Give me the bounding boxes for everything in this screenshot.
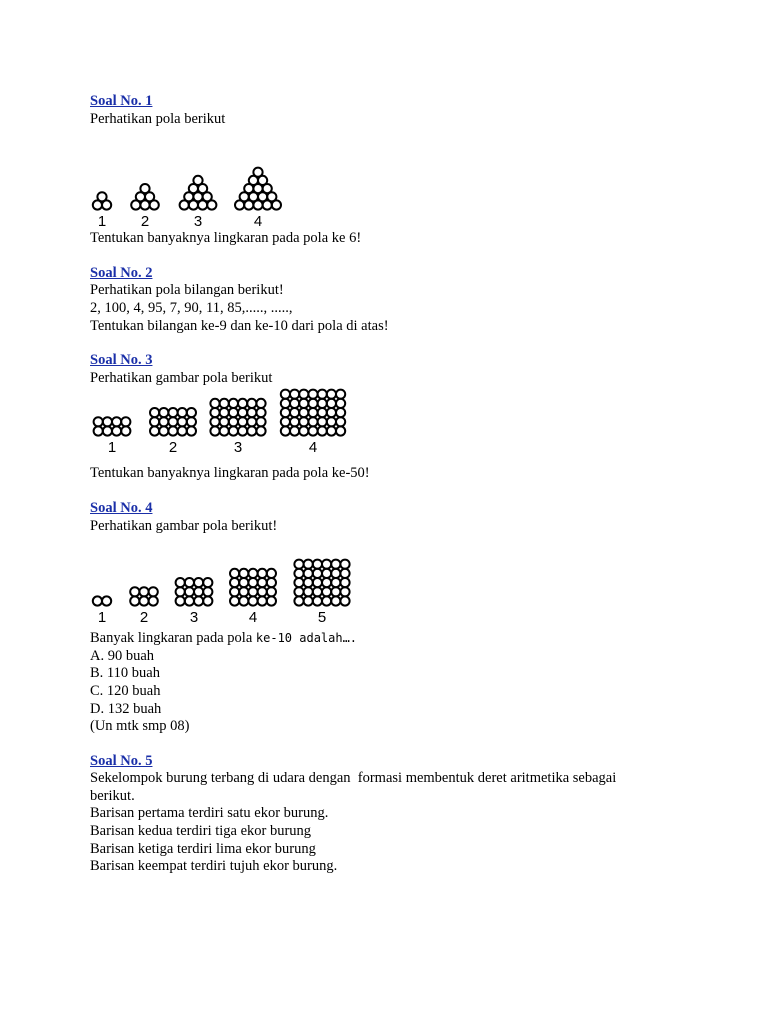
pattern-circle bbox=[248, 587, 257, 596]
soal-4-source: (Un mtk smp 08) bbox=[90, 718, 190, 735]
pattern-circle bbox=[299, 418, 308, 427]
soal-5-line: berikut. bbox=[90, 787, 135, 804]
pattern-circle bbox=[304, 569, 313, 578]
pattern-circle bbox=[239, 578, 248, 587]
pattern-circle bbox=[331, 578, 340, 587]
soal-5-line: Barisan pertama terdiri satu ekor burung. bbox=[90, 805, 329, 822]
pattern-circle bbox=[327, 408, 336, 417]
pattern-circle bbox=[263, 201, 272, 210]
pattern-circle bbox=[340, 560, 349, 569]
pattern-circle bbox=[168, 408, 177, 417]
pattern-circle bbox=[102, 597, 111, 606]
pattern-label: 3 bbox=[189, 609, 199, 627]
pattern-circle bbox=[210, 408, 219, 417]
soal-3-title[interactable]: Soal No. 3 bbox=[90, 352, 153, 369]
pattern-label: 1 bbox=[97, 213, 107, 231]
pattern-circle bbox=[239, 569, 248, 578]
pattern-label: 2 bbox=[140, 213, 150, 231]
pattern-circle bbox=[130, 597, 139, 606]
pattern-circle bbox=[258, 578, 267, 587]
soal-5-line: Barisan kedua terdiri tiga ekor burung bbox=[90, 823, 312, 840]
pattern-circle bbox=[203, 578, 212, 587]
triangle-pattern-figure bbox=[90, 132, 410, 230]
pattern-circle bbox=[230, 597, 239, 606]
pattern-circle bbox=[94, 427, 103, 436]
pattern-circle bbox=[253, 201, 262, 210]
pattern-circle bbox=[140, 201, 149, 210]
soal-1-intro: Perhatikan pola berikut bbox=[90, 110, 226, 127]
pattern-circle bbox=[340, 569, 349, 578]
pattern-circle bbox=[178, 418, 187, 427]
pattern-circle bbox=[189, 201, 198, 210]
pattern-circle bbox=[322, 560, 331, 569]
pattern-circle bbox=[159, 418, 168, 427]
pattern-circle bbox=[187, 408, 196, 417]
pattern-circle bbox=[203, 587, 212, 596]
pattern-circle bbox=[229, 408, 238, 417]
pattern-circle bbox=[112, 427, 121, 436]
pattern-circle bbox=[322, 578, 331, 587]
soal-5-line: Sekelompok burung terbang di udara dengan formasi membentuk deret aritmetika sebagai bbox=[90, 770, 617, 787]
pattern-circle bbox=[267, 569, 276, 578]
pattern-circle bbox=[299, 408, 308, 417]
pattern-circle bbox=[103, 427, 112, 436]
pattern-circle bbox=[238, 418, 247, 427]
pattern-circle bbox=[340, 578, 349, 587]
pattern-label: 1 bbox=[97, 609, 107, 627]
pattern-circle bbox=[180, 201, 189, 210]
pattern-circle bbox=[256, 399, 265, 408]
pattern-circle bbox=[139, 587, 148, 596]
pattern-circle bbox=[176, 597, 185, 606]
pattern-circle bbox=[194, 597, 203, 606]
pattern-circle bbox=[121, 418, 130, 427]
pattern-circle bbox=[178, 408, 187, 417]
pattern-circle bbox=[336, 399, 345, 408]
pattern-circle bbox=[256, 418, 265, 427]
soal-5-line: Barisan ketiga terdiri lima ekor burung bbox=[90, 840, 316, 857]
pattern-circle bbox=[139, 597, 148, 606]
pattern-circle bbox=[210, 427, 219, 436]
pattern-circle bbox=[238, 408, 247, 417]
pattern-circle bbox=[210, 418, 219, 427]
pattern-circle bbox=[308, 390, 317, 399]
soal-4-intro: Perhatikan gambar pola berikut! bbox=[90, 517, 278, 534]
pattern-circle bbox=[185, 578, 194, 587]
pattern-circle bbox=[230, 587, 239, 596]
pattern-circle bbox=[327, 427, 336, 436]
pattern-circle bbox=[308, 399, 317, 408]
pattern-circle bbox=[93, 201, 102, 210]
pattern-circle bbox=[248, 578, 257, 587]
pattern-circle bbox=[220, 408, 229, 417]
pattern-circle bbox=[230, 569, 239, 578]
pattern-circle bbox=[308, 418, 317, 427]
pattern-circle bbox=[187, 427, 196, 436]
pattern-circle bbox=[159, 408, 168, 417]
soal-5-title[interactable]: Soal No. 5 bbox=[90, 752, 153, 769]
soal-2-title[interactable]: Soal No. 2 bbox=[90, 264, 153, 281]
pattern-circle bbox=[299, 399, 308, 408]
pattern-circle bbox=[331, 587, 340, 596]
grid-pattern-figure bbox=[90, 538, 410, 630]
pattern-circle bbox=[248, 597, 257, 606]
pattern-circle bbox=[290, 418, 299, 427]
pattern-circle bbox=[313, 569, 322, 578]
soal-2-line: Perhatikan pola bilangan berikut! bbox=[90, 282, 284, 299]
pattern-circle bbox=[194, 578, 203, 587]
pattern-circle bbox=[327, 390, 336, 399]
pattern-circle bbox=[299, 390, 308, 399]
pattern-circle bbox=[304, 597, 313, 606]
soal-4-question-mono: ke-10 adalah…. bbox=[255, 631, 358, 646]
pattern-circle bbox=[322, 569, 331, 578]
pattern-circle bbox=[247, 427, 256, 436]
pattern-circle bbox=[230, 578, 239, 587]
pattern-circle bbox=[238, 399, 247, 408]
pattern-circle bbox=[149, 597, 158, 606]
rectangle-pattern-figure bbox=[90, 387, 410, 465]
option-a: A. 90 buah bbox=[90, 647, 155, 664]
pattern-circle bbox=[336, 408, 345, 417]
pattern-circle bbox=[248, 569, 257, 578]
pattern-circle bbox=[149, 587, 158, 596]
pattern-circle bbox=[256, 408, 265, 417]
pattern-circle bbox=[340, 597, 349, 606]
pattern-circle bbox=[220, 418, 229, 427]
pattern-label: 3 bbox=[193, 213, 203, 231]
pattern-circle bbox=[256, 427, 265, 436]
pattern-circle bbox=[267, 587, 276, 596]
pattern-label: 2 bbox=[168, 439, 178, 457]
pattern-label: 4 bbox=[308, 439, 318, 457]
soal-4-question-prefix: Banyak lingkaran pada pola bbox=[90, 630, 256, 647]
pattern-circle bbox=[327, 399, 336, 408]
pattern-circle bbox=[247, 408, 256, 417]
pattern-circle bbox=[178, 427, 187, 436]
pattern-circle bbox=[258, 569, 267, 578]
pattern-circle bbox=[281, 399, 290, 408]
option-c: C. 120 buah bbox=[90, 682, 161, 699]
pattern-circle bbox=[94, 418, 103, 427]
pattern-circle bbox=[150, 418, 159, 427]
pattern-circle bbox=[331, 560, 340, 569]
pattern-circle bbox=[229, 399, 238, 408]
pattern-circle bbox=[198, 201, 207, 210]
soal-4-question bbox=[90, 630, 690, 648]
pattern-circle bbox=[322, 587, 331, 596]
pattern-circle bbox=[290, 408, 299, 417]
pattern-circle bbox=[220, 427, 229, 436]
pattern-circle bbox=[229, 427, 238, 436]
soal-2-line: Tentukan bilangan ke-9 dan ke-10 dari pola di atas! bbox=[90, 317, 389, 334]
pattern-label: 1 bbox=[107, 439, 117, 457]
pattern-circle bbox=[308, 408, 317, 417]
pattern-circle bbox=[102, 201, 111, 210]
pattern-circle bbox=[294, 587, 303, 596]
pattern-circle bbox=[130, 587, 139, 596]
pattern-circle bbox=[313, 560, 322, 569]
pattern-circle bbox=[203, 597, 212, 606]
pattern-circle bbox=[185, 587, 194, 596]
pattern-label: 2 bbox=[139, 609, 149, 627]
pattern-circle bbox=[281, 418, 290, 427]
pattern-circle bbox=[93, 597, 102, 606]
soal-3-intro: Perhatikan gambar pola berikut bbox=[90, 369, 273, 386]
pattern-circle bbox=[194, 587, 203, 596]
pattern-circle bbox=[290, 390, 299, 399]
pattern-circle bbox=[176, 578, 185, 587]
pattern-circle bbox=[267, 597, 276, 606]
pattern-circle bbox=[239, 597, 248, 606]
pattern-circle bbox=[322, 597, 331, 606]
pattern-circle bbox=[150, 408, 159, 417]
pattern-circle bbox=[210, 399, 219, 408]
pattern-circle bbox=[235, 201, 244, 210]
pattern-circle bbox=[281, 408, 290, 417]
pattern-circle bbox=[281, 427, 290, 436]
pattern-circle bbox=[267, 578, 276, 587]
pattern-circle bbox=[168, 418, 177, 427]
pattern-circle bbox=[308, 427, 317, 436]
pattern-circle bbox=[290, 427, 299, 436]
pattern-label: 5 bbox=[317, 609, 327, 627]
pattern-circle bbox=[220, 399, 229, 408]
pattern-circle bbox=[318, 399, 327, 408]
pattern-circle bbox=[239, 587, 248, 596]
pattern-circle bbox=[331, 569, 340, 578]
pattern-circle bbox=[336, 427, 345, 436]
pattern-circle bbox=[340, 587, 349, 596]
pattern-circle bbox=[290, 399, 299, 408]
option-b: B. 110 buah bbox=[90, 665, 160, 682]
pattern-circle bbox=[168, 427, 177, 436]
pattern-circle bbox=[247, 399, 256, 408]
pattern-circle bbox=[150, 201, 159, 210]
pattern-circle bbox=[304, 578, 313, 587]
pattern-circle bbox=[238, 427, 247, 436]
pattern-circle bbox=[294, 597, 303, 606]
pattern-circle bbox=[131, 201, 140, 210]
soal-4-title[interactable]: Soal No. 4 bbox=[90, 499, 153, 516]
pattern-circle bbox=[121, 427, 130, 436]
pattern-circle bbox=[327, 418, 336, 427]
option-d: D. 132 buah bbox=[90, 700, 162, 717]
pattern-circle bbox=[176, 587, 185, 596]
soal-2-line: 2, 100, 4, 95, 7, 90, 11, 85,....., ....., bbox=[90, 299, 293, 316]
pattern-circle bbox=[318, 408, 327, 417]
soal-1-question: Tentukan banyaknya lingkaran pada pola ke 6! bbox=[90, 230, 362, 247]
pattern-circle bbox=[318, 427, 327, 436]
pattern-circle bbox=[336, 418, 345, 427]
pattern-label: 4 bbox=[253, 213, 263, 231]
pattern-circle bbox=[258, 587, 267, 596]
pattern-circle bbox=[304, 560, 313, 569]
pattern-circle bbox=[207, 201, 216, 210]
pattern-circle bbox=[185, 597, 194, 606]
soal-1-title[interactable]: Soal No. 1 bbox=[90, 93, 153, 109]
pattern-label: 4 bbox=[248, 609, 258, 627]
pattern-circle bbox=[247, 418, 256, 427]
pattern-circle bbox=[304, 587, 313, 596]
pattern-label: 3 bbox=[233, 439, 243, 457]
pattern-circle bbox=[281, 390, 290, 399]
pattern-circle bbox=[318, 390, 327, 399]
pattern-circle bbox=[112, 418, 121, 427]
pattern-circle bbox=[294, 569, 303, 578]
pattern-circle bbox=[244, 201, 253, 210]
pattern-circle bbox=[313, 597, 322, 606]
pattern-circle bbox=[229, 418, 238, 427]
pattern-circle bbox=[103, 418, 112, 427]
pattern-circle bbox=[294, 560, 303, 569]
pattern-circle bbox=[313, 578, 322, 587]
pattern-circle bbox=[331, 597, 340, 606]
pattern-circle bbox=[150, 427, 159, 436]
pattern-circle bbox=[258, 597, 267, 606]
pattern-circle bbox=[159, 427, 168, 436]
pattern-circle bbox=[187, 418, 196, 427]
document-page bbox=[90, 93, 690, 876]
pattern-circle bbox=[318, 418, 327, 427]
soal-5-line: Barisan keempat terdiri tujuh ekor burung. bbox=[90, 858, 338, 875]
pattern-circle bbox=[313, 587, 322, 596]
pattern-circle bbox=[272, 201, 281, 210]
soal-3-question: Tentukan banyaknya lingkaran pada pola ke-50! bbox=[90, 465, 370, 482]
pattern-circle bbox=[336, 390, 345, 399]
pattern-circle bbox=[294, 578, 303, 587]
pattern-circle bbox=[299, 427, 308, 436]
